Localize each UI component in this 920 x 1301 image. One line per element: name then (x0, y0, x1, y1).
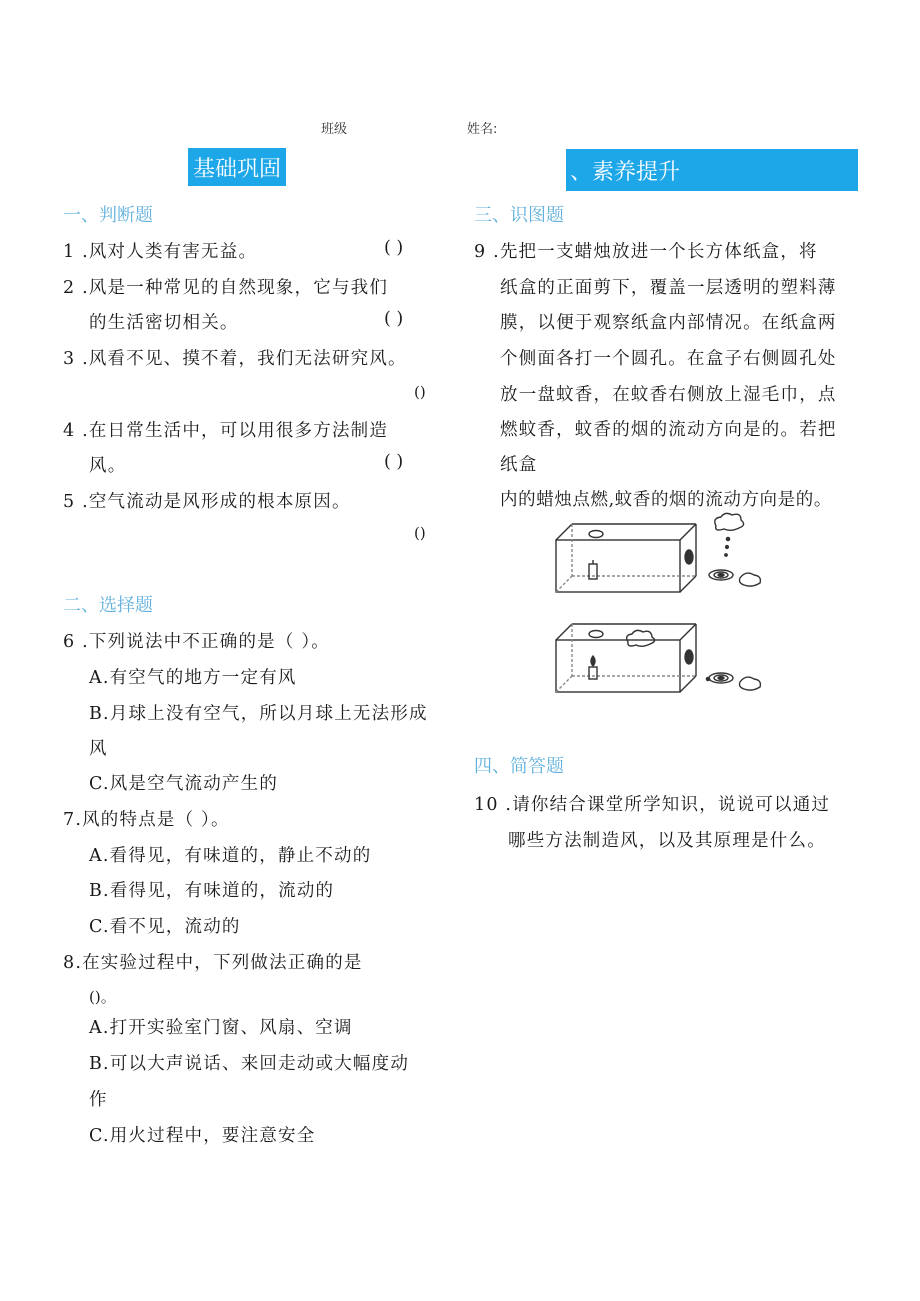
box-lit-candle (556, 624, 696, 692)
judge-q4-line2: 风。 (89, 456, 127, 476)
box-unlit-candle (556, 524, 696, 592)
name-label: 姓名: (467, 122, 498, 137)
choice-q8-option-b-line1: B.可以大声说话、来回走动或大幅度动 (89, 1054, 410, 1074)
judge-q2-line1: 2 .风是一种常见的自然现象，它与我们 (63, 278, 389, 298)
banner-basic-label: 基础巩固 (192, 156, 281, 182)
choice-q7-option-c: C.看不见，流动的 (89, 917, 241, 937)
figure-q9-line6: 燃蚊香，蚊香的烟的流动方向是的。若把 (500, 420, 837, 440)
class-label: 班级 (321, 122, 348, 137)
choice-q7-stem: 7.风的特点是（ ）。 (63, 810, 230, 830)
figure-q9-line8: 内的蜡烛点燃,蚊香的烟的流动方向是的。 (500, 490, 832, 510)
choice-q8-option-c: C.用火过程中，要注意安全 (89, 1126, 316, 1146)
section-short-answer-title: 四、简答题 (474, 756, 564, 777)
experiment-illustration (550, 512, 790, 702)
section-judge-title: 一、判断题 (63, 205, 153, 226)
figure-q9-line7: 纸盒 (500, 455, 538, 475)
banner-basic (188, 148, 286, 186)
figure-q9-line1: 9 .先把一支蜡烛放进一个长方体纸盒，将 (474, 242, 818, 262)
judge-q3-paren: () (414, 383, 426, 401)
judge-q2-paren: ( ) (384, 309, 404, 329)
section-figure-title: 三、识图题 (474, 205, 564, 226)
choice-q8-paren: ()。 (89, 988, 116, 1006)
short-answer-q10-line1: 10 .请你结合课堂所学知识，说说可以通过 (474, 795, 831, 815)
judge-q4-paren: ( ) (384, 452, 404, 472)
choice-q8-option-b-line2: 作 (89, 1090, 108, 1110)
short-answer-q10-line2: 哪些方法制造风，以及其原理是什么。 (508, 831, 826, 851)
choice-q8-stem: 8.在实验过程中，下列做法正确的是 (63, 953, 363, 973)
judge-q1-paren: ( ) (384, 238, 404, 258)
judge-q4-line1: 4 .在日常生活中，可以用很多方法制造 (63, 421, 389, 441)
choice-q6-option-a: A.有空气的地方一定有风 (89, 668, 297, 688)
choice-q7-option-b: B.看得见，有味道的，流动的 (89, 881, 335, 901)
choice-q6-stem: 6 .下列说法中不正确的是（ ）。 (63, 632, 330, 652)
judge-q1: 1 .风对人类有害无益。 (63, 242, 258, 262)
judge-q5: 5 .空气流动是风形成的根本原因。 (63, 492, 351, 512)
figure-q9-line2: 纸盒的正面剪下，覆盖一层透明的塑料薄 (500, 278, 837, 298)
judge-q3: 3 .风看不见、摸不着，我们无法研究风。 (63, 349, 407, 369)
banner-advanced-label: 、素养提升 (570, 159, 681, 185)
figure-q9-line3: 膜，以便于观察纸盒内部情况。在纸盒两 (500, 313, 837, 333)
choice-q6-option-c: C.风是空气流动产生的 (89, 774, 279, 794)
banner-advanced (566, 149, 858, 191)
judge-q5-paren: () (414, 524, 426, 542)
figure-q9-line5: 放一盘蚊香，在蚊香右侧放上湿毛巾，点 (500, 385, 837, 405)
choice-q7-option-a: A.看得见，有味道的，静止不动的 (89, 846, 372, 866)
section-choice-title: 二、选择题 (63, 595, 153, 616)
choice-q6-option-b-line2: 风 (89, 739, 108, 759)
choice-q6-option-b-line1: B.月球上没有空气，所以月球上无法形成 (89, 704, 428, 724)
choice-q8-option-a: A.打开实验室门窗、风扇、空调 (89, 1018, 353, 1038)
judge-q2-line2: 的生活密切相关。 (89, 313, 239, 333)
figure-q9-line4: 个侧面各打一个圆孔。在盒子右侧圆孔处 (500, 349, 837, 369)
